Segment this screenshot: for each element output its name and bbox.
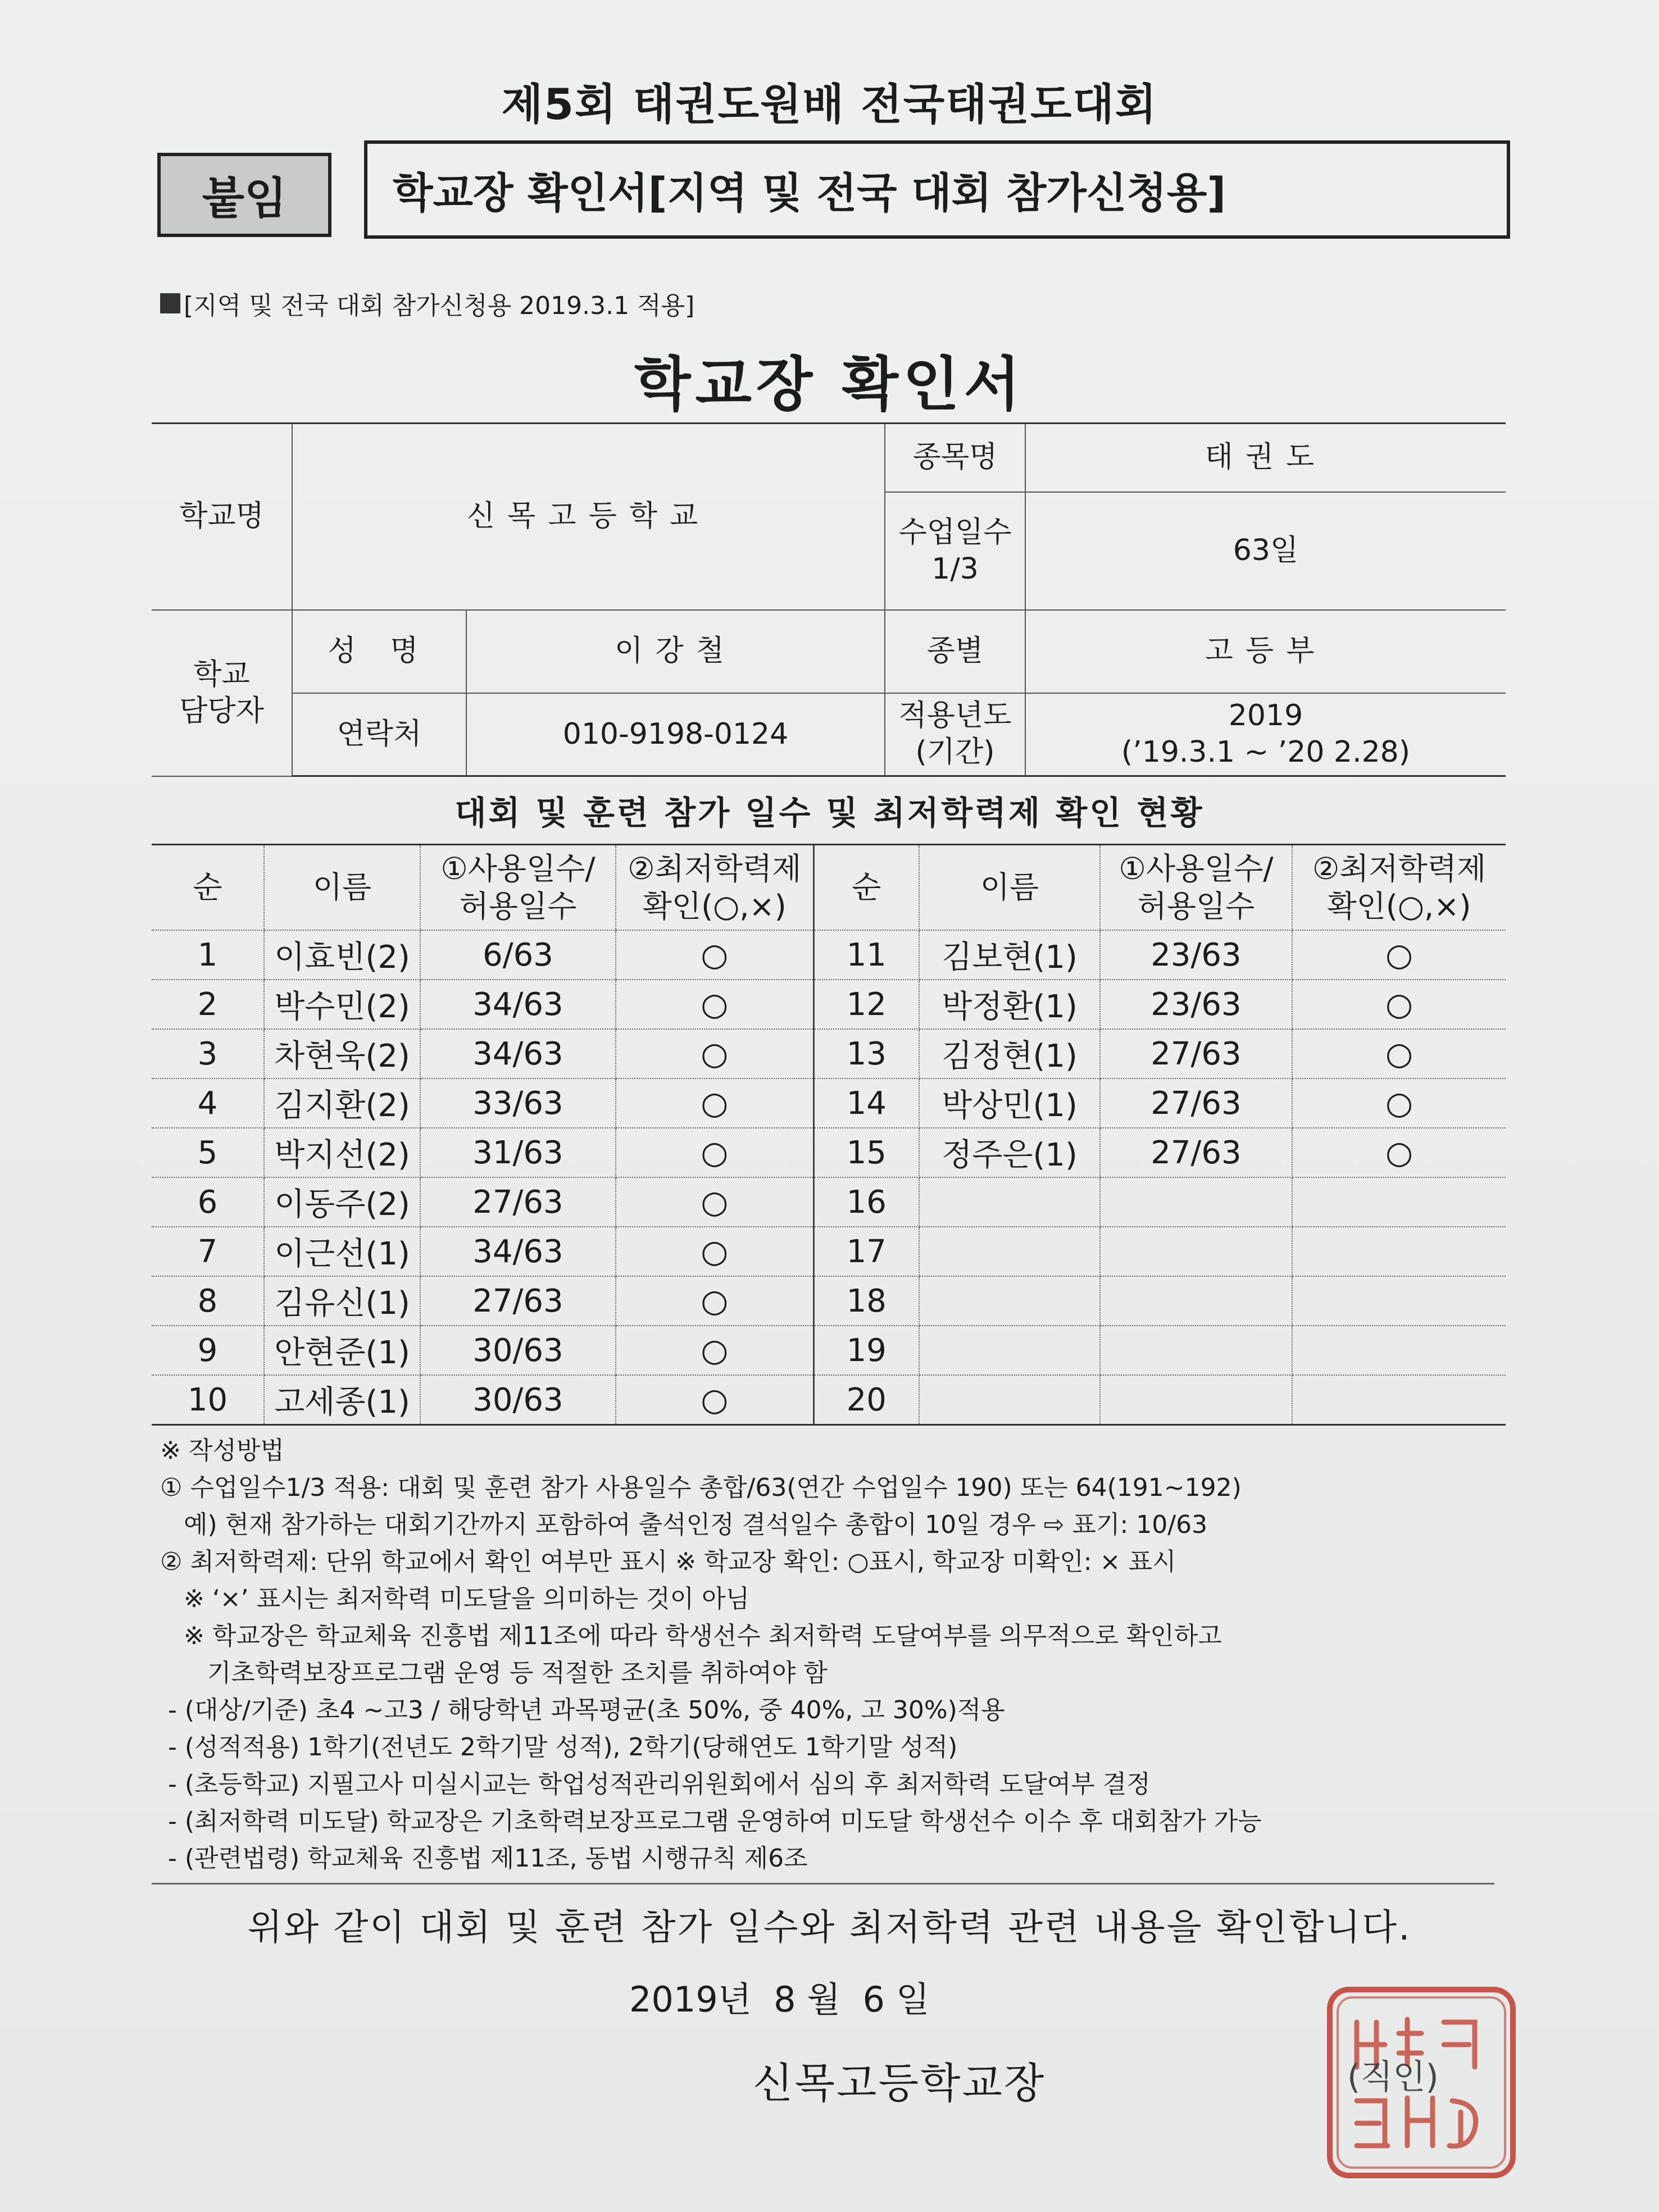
note-line: ※ 학교장은 학교체육 진흥법 제11조에 따라 학생선수 최저학력 도달여부를 의무적으로 확인하고 bbox=[160, 1622, 1222, 1650]
days-label bbox=[885, 492, 1025, 610]
row-name: 김지환(2) bbox=[264, 1078, 420, 1128]
row-name: 박정환(1) bbox=[919, 980, 1100, 1029]
row-name: 정주은(1) bbox=[919, 1128, 1100, 1177]
header-check: ②최저학력제 확인(○,×) bbox=[616, 845, 813, 931]
row-check: ○ bbox=[616, 1029, 813, 1078]
row-no: 2 bbox=[152, 980, 264, 1029]
row-days: 27/63 bbox=[420, 1177, 616, 1227]
attachment-badge: 붙임 bbox=[157, 153, 331, 237]
row-name: 차현욱(2) bbox=[264, 1029, 420, 1078]
row-days: 27/63 bbox=[1100, 1128, 1292, 1177]
subject-text: 학교장 확인서[지역 및 전국 대회 참가신청용] bbox=[393, 169, 1226, 217]
school-label: 학교명 bbox=[152, 424, 292, 610]
section-title: 대회 및 훈련 참가 일수 및 최저학력제 확인 현황 bbox=[454, 794, 1205, 832]
row-name: 박수민(2) bbox=[264, 980, 420, 1029]
writing-instructions bbox=[160, 1432, 1497, 1877]
row-check: ○ bbox=[616, 1326, 813, 1375]
row-check: ○ bbox=[1292, 1078, 1506, 1128]
note-line: ① 수업일수1/3 적용: 대회 및 훈련 참가 사용일수 총합/63(연간 수업일수 190) 또는 64(191~192) bbox=[160, 1473, 1242, 1502]
row-check: ○ bbox=[616, 1375, 813, 1425]
row-check: ○ bbox=[616, 930, 813, 980]
row-check: ○ bbox=[616, 1128, 813, 1177]
table-row bbox=[152, 1227, 1506, 1276]
row-no: 14 bbox=[813, 1078, 919, 1128]
seal-label: (직인) bbox=[1347, 2058, 1439, 2097]
row-check bbox=[1292, 1375, 1506, 1425]
contact-label-1: 학교 bbox=[193, 657, 250, 691]
row-name bbox=[919, 1227, 1100, 1276]
row-no: 19 bbox=[813, 1326, 919, 1375]
row-days: 31/63 bbox=[420, 1128, 616, 1177]
row-check bbox=[1292, 1177, 1506, 1227]
row-days: 23/63 bbox=[1100, 930, 1292, 980]
year-value: 2019 bbox=[1228, 699, 1303, 733]
subject-box bbox=[364, 140, 1510, 239]
row-days bbox=[1100, 1276, 1292, 1326]
header-name: 이름 bbox=[264, 845, 420, 931]
note-line: ※ 작성방법 bbox=[160, 1436, 284, 1465]
row-no: 6 bbox=[152, 1177, 264, 1227]
document-title: 학교장 확인서 bbox=[634, 350, 1025, 418]
table-row bbox=[152, 1078, 1506, 1128]
confirmation-statement: 위와 같이 대회 및 훈련 참가 일수와 최저학력 관련 내용을 확인합니다. bbox=[247, 1907, 1412, 1949]
principal-name: 신목고등학교장 bbox=[753, 2059, 1046, 2108]
note-line: ※ ‘×’ 표시는 최저학력 미도달을 의미하는 것이 아님 bbox=[160, 1585, 750, 1613]
row-check: ○ bbox=[616, 980, 813, 1029]
row-days: 30/63 bbox=[420, 1375, 616, 1425]
year-label-2: (기간) bbox=[915, 735, 995, 770]
row-name: 이근선(1) bbox=[264, 1227, 420, 1276]
header-name: 이름 bbox=[919, 845, 1100, 931]
info-table bbox=[152, 422, 1506, 777]
row-check: ○ bbox=[616, 1177, 813, 1227]
header-check: ②최저학력제 확인(○,×) bbox=[1292, 845, 1506, 931]
row-no: 4 bbox=[152, 1078, 264, 1128]
row-days: 27/63 bbox=[1100, 1078, 1292, 1128]
sport-label: 종목명 bbox=[885, 424, 1025, 492]
row-no: 5 bbox=[152, 1128, 264, 1177]
table-row bbox=[152, 1375, 1506, 1425]
row-name: 김정현(1) bbox=[919, 1029, 1100, 1078]
participation-table bbox=[152, 844, 1506, 1426]
header-days: ①사용일수/ 허용일수 bbox=[420, 845, 616, 931]
name-label: 성 명 bbox=[292, 610, 466, 693]
table-row bbox=[152, 980, 1506, 1029]
row-name bbox=[919, 1276, 1100, 1326]
row-check bbox=[1292, 1227, 1506, 1276]
row-name: 이효빈(2) bbox=[264, 930, 420, 980]
note-line: - (최저학력 미도달) 학교장은 기초학력보장프로그램 운영하여 미도달 학생선수 이수 후 대회참가 가능 bbox=[160, 1807, 1262, 1836]
row-name: 김보현(1) bbox=[919, 930, 1100, 980]
row-no: 8 bbox=[152, 1276, 264, 1326]
row-days: 23/63 bbox=[1100, 980, 1292, 1029]
table-row bbox=[152, 1177, 1506, 1227]
row-days: 33/63 bbox=[420, 1078, 616, 1128]
contact-label-2: 담당자 bbox=[179, 694, 264, 728]
row-check: ○ bbox=[1292, 1128, 1506, 1177]
days-label-1: 수업일수 bbox=[898, 515, 1012, 549]
row-check bbox=[1292, 1276, 1506, 1326]
row-days bbox=[1100, 1227, 1292, 1276]
row-check: ○ bbox=[616, 1276, 813, 1326]
header-days: ①사용일수/ 허용일수 bbox=[1100, 845, 1292, 931]
row-no: 15 bbox=[813, 1128, 919, 1177]
year-value-cell bbox=[1025, 693, 1506, 776]
note-line: - (성적적용) 1학기(전년도 2학기말 성적), 2학기(당해연도 1학기말 성적) bbox=[160, 1733, 958, 1762]
row-days: 34/63 bbox=[420, 1227, 616, 1276]
row-days bbox=[1100, 1326, 1292, 1375]
row-check: ○ bbox=[616, 1078, 813, 1128]
row-no: 20 bbox=[813, 1375, 919, 1425]
row-no: 16 bbox=[813, 1177, 919, 1227]
row-no: 10 bbox=[152, 1375, 264, 1425]
row-no: 3 bbox=[152, 1029, 264, 1078]
row-check: ○ bbox=[1292, 930, 1506, 980]
row-days: 27/63 bbox=[1100, 1029, 1292, 1078]
header-no: 순 bbox=[813, 845, 919, 931]
note-line: 기초학력보장프로그램 운영 등 적절한 조치를 취하여야 함 bbox=[160, 1659, 828, 1687]
row-name: 박지선(2) bbox=[264, 1128, 420, 1177]
row-days bbox=[1100, 1177, 1292, 1227]
row-check bbox=[1292, 1326, 1506, 1375]
table-row bbox=[152, 930, 1506, 980]
school-name: 신목고등학교 bbox=[292, 424, 885, 610]
applicable-note bbox=[160, 285, 694, 321]
row-days: 30/63 bbox=[420, 1326, 616, 1375]
row-no: 1 bbox=[152, 930, 264, 980]
table-row bbox=[152, 1326, 1506, 1375]
table-row bbox=[152, 1029, 1506, 1078]
table-row bbox=[152, 1128, 1506, 1177]
division-label: 종별 bbox=[885, 610, 1025, 693]
phone-value: 010-9198-0124 bbox=[466, 693, 885, 776]
row-no: 17 bbox=[813, 1227, 919, 1276]
row-name: 이동주(2) bbox=[264, 1177, 420, 1227]
note-line: - (초등학교) 지필고사 미실시교는 학업성적관리위원회에서 심의 후 최저학력 도달여부 결정 bbox=[160, 1770, 1151, 1799]
row-name: 박상민(1) bbox=[919, 1078, 1100, 1128]
period-value: (’19.3.1 ~ ’20 2.28) bbox=[1121, 735, 1411, 770]
row-days bbox=[1100, 1375, 1292, 1425]
row-no: 9 bbox=[152, 1326, 264, 1375]
row-days: 6/63 bbox=[420, 930, 616, 980]
phone-label: 연락처 bbox=[292, 693, 466, 776]
row-name bbox=[919, 1375, 1100, 1425]
row-name bbox=[919, 1326, 1100, 1375]
name-value: 이강철 bbox=[466, 610, 885, 693]
year-label bbox=[885, 693, 1025, 776]
row-days: 34/63 bbox=[420, 1029, 616, 1078]
row-name bbox=[919, 1177, 1100, 1227]
row-days: 34/63 bbox=[420, 980, 616, 1029]
divider bbox=[152, 1883, 1494, 1885]
contact-label bbox=[152, 610, 292, 776]
row-no: 12 bbox=[813, 980, 919, 1029]
row-days: 27/63 bbox=[420, 1276, 616, 1326]
table-row bbox=[152, 1276, 1506, 1326]
event-title: 제5회 태권도원배 전국태권도대회 bbox=[501, 79, 1158, 129]
note-line: 예) 현재 참가하는 대회기간까지 포함하여 출석인정 결석일수 총합이 10일 경우 ⇨ 표기: 10/63 bbox=[160, 1510, 1208, 1539]
row-check: ○ bbox=[616, 1227, 813, 1276]
division-value: 고등부 bbox=[1025, 610, 1506, 693]
applicable-note-text: [지역 및 전국 대회 참가신청용 2019.3.1 적용] bbox=[184, 292, 695, 320]
note-line: - (대상/기준) 초4 ~고3 / 해당학년 과목평균(초 50%, 중 40%, 고 30%)적용 bbox=[160, 1696, 1005, 1724]
row-check: ○ bbox=[1292, 1029, 1506, 1078]
days-label-2: 1/3 bbox=[931, 552, 979, 586]
square-bullet-icon bbox=[160, 293, 180, 313]
row-no: 7 bbox=[152, 1227, 264, 1276]
row-no: 11 bbox=[813, 930, 919, 980]
days-value: 63일 bbox=[1025, 492, 1506, 610]
row-no: 18 bbox=[813, 1276, 919, 1326]
sport-value: 태권도 bbox=[1025, 424, 1506, 492]
row-no: 13 bbox=[813, 1029, 919, 1078]
row-name: 안현준(1) bbox=[264, 1326, 420, 1375]
issue-date: 2019년 8 월 6 일 bbox=[629, 1979, 930, 2020]
year-label-1: 적용년도 bbox=[898, 699, 1012, 733]
note-line: ② 최저학력제: 단위 학교에서 확인 여부만 표시 ※ 학교장 확인: ○표시, 학교장 미확인: × 표시 bbox=[160, 1548, 1176, 1576]
row-check: ○ bbox=[1292, 980, 1506, 1029]
header-no: 순 bbox=[152, 845, 264, 931]
row-name: 고세종(1) bbox=[264, 1375, 420, 1425]
row-name: 김유신(1) bbox=[264, 1276, 420, 1326]
note-line: - (관련법령) 학교체육 진흥법 제11조, 동법 시행규칙 제6조 bbox=[160, 1844, 808, 1873]
